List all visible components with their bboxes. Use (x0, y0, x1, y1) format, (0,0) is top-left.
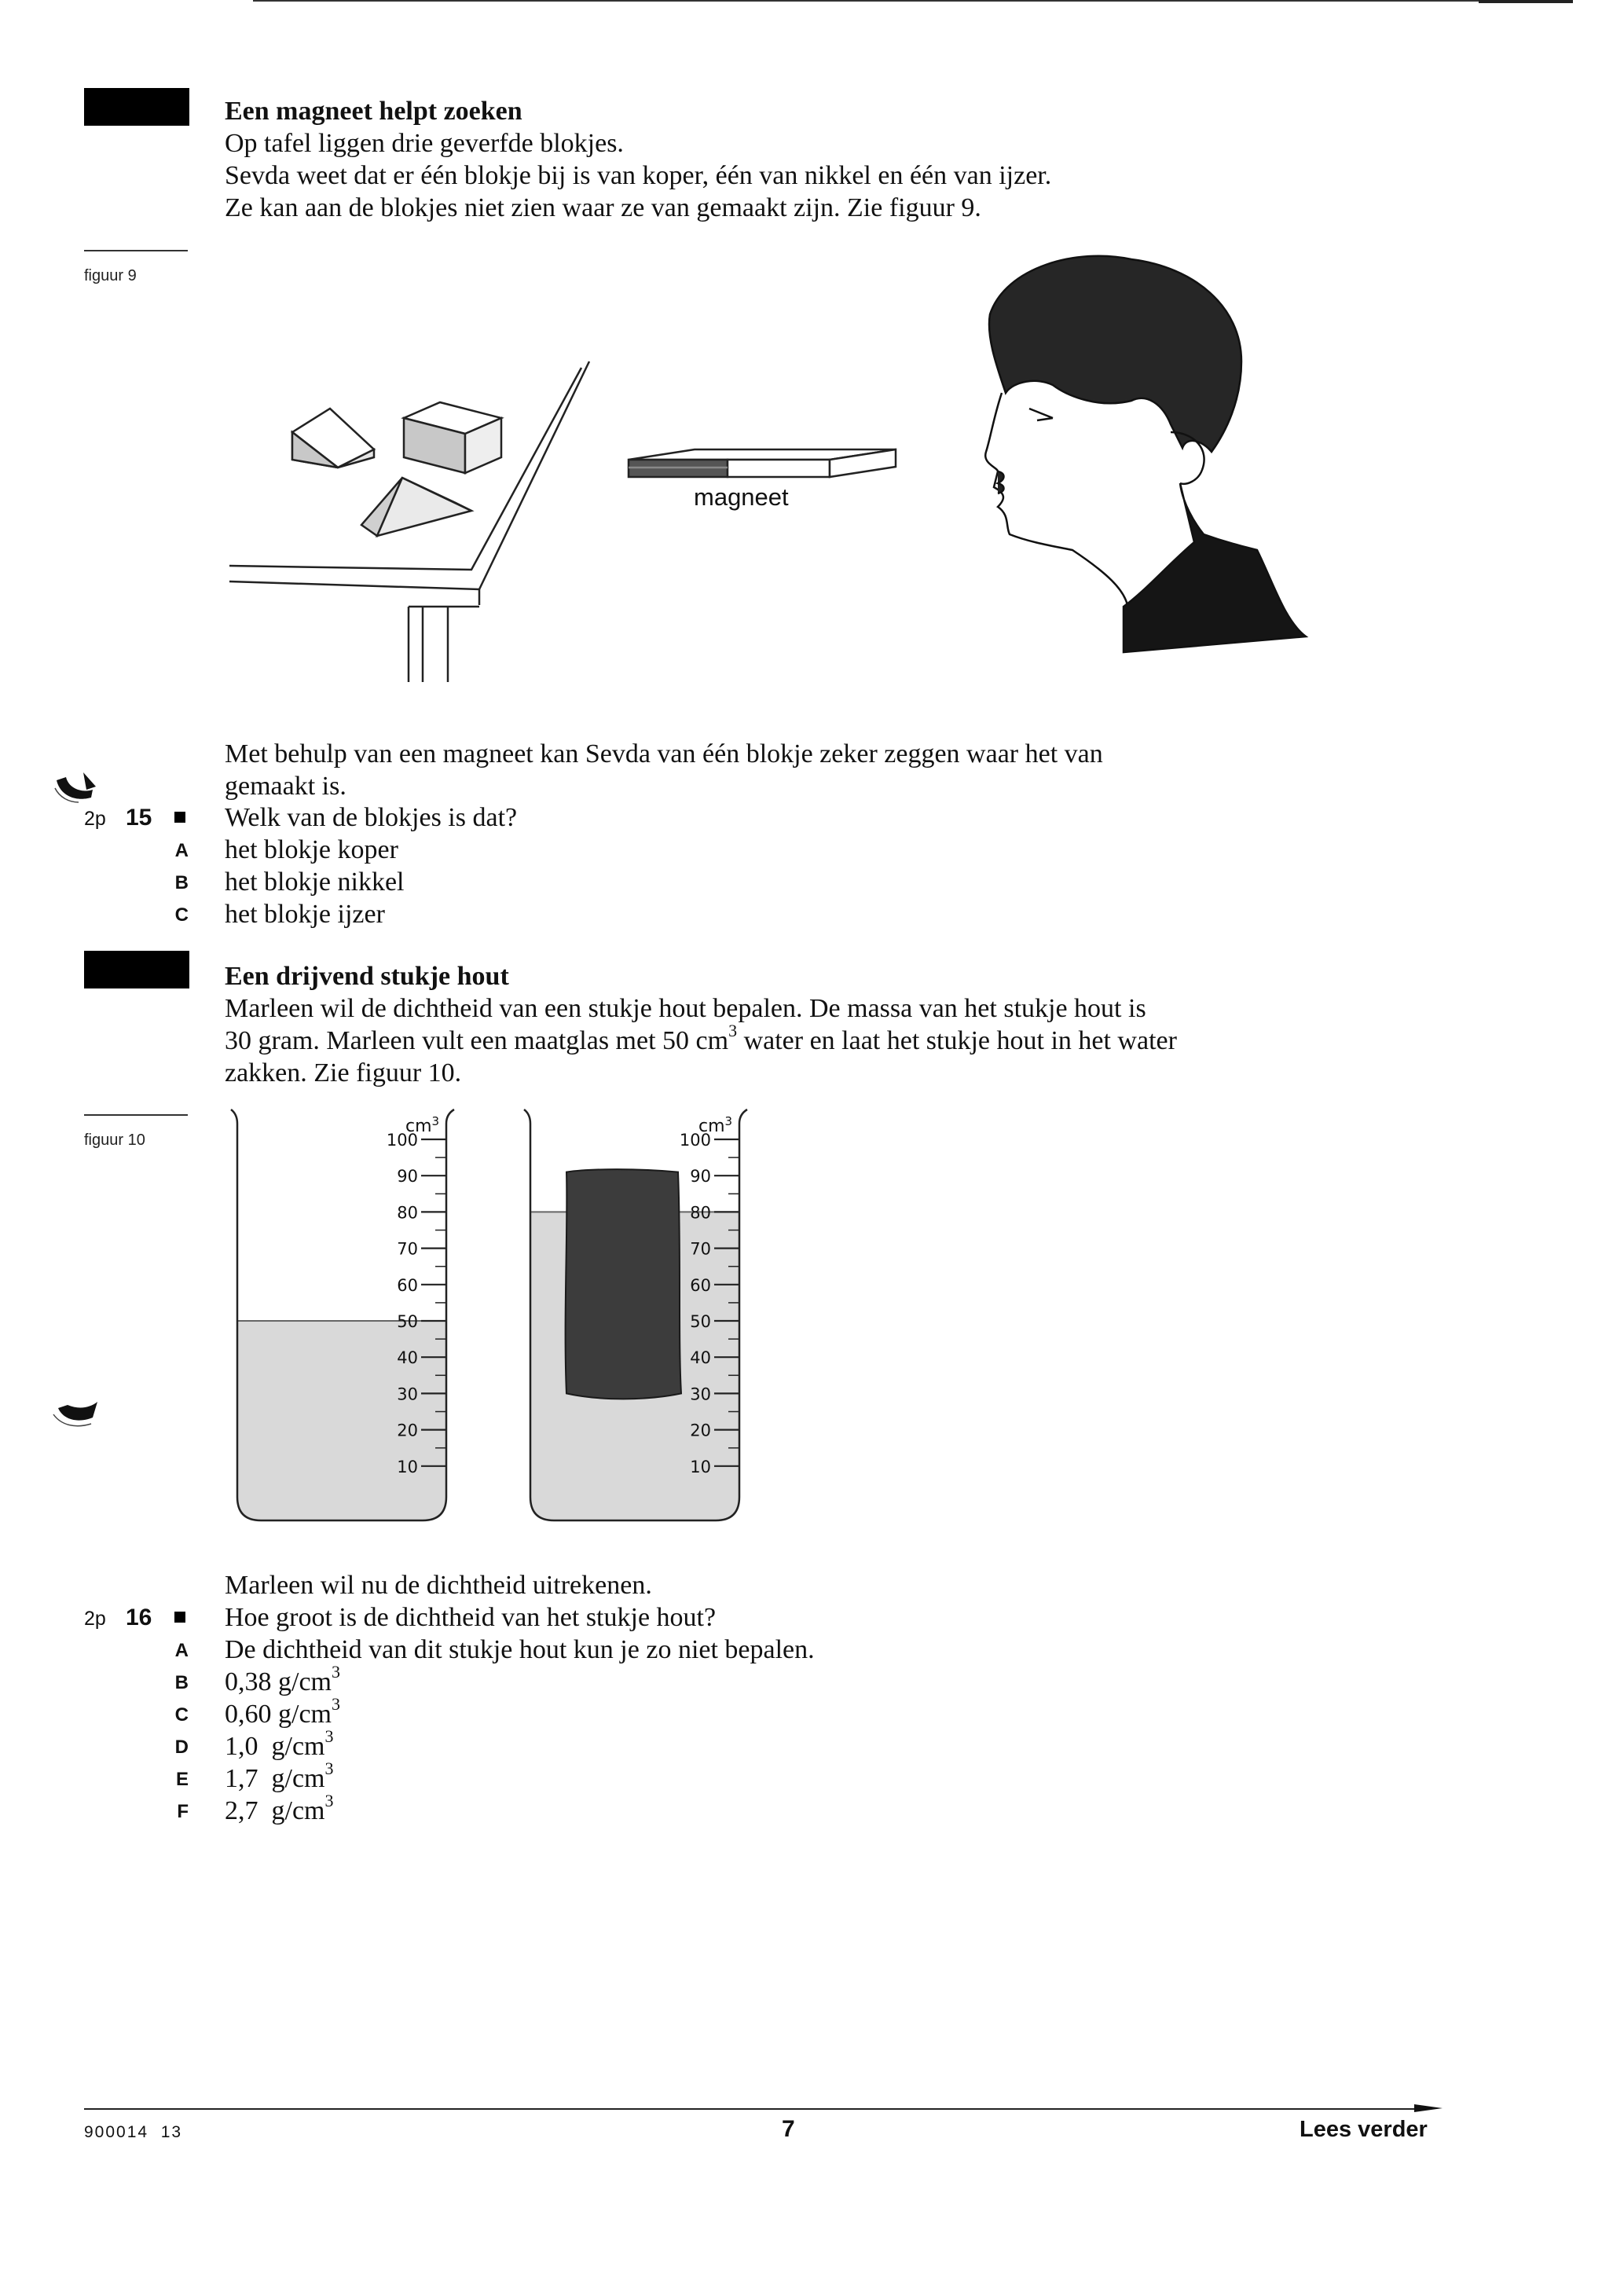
tick-label: 30 (397, 1385, 418, 1404)
section-text-line: Ze kan aan de blokjes niet zien waar ze van gemaakt zijn. Zie figuur 9. (225, 193, 981, 222)
figure-divider (84, 1114, 188, 1116)
question-intro: Met behulp van een magneet kan Sevda van één blokje zeker zeggen waar het van (225, 739, 1103, 768)
tick-label: 20 (690, 1421, 711, 1440)
option-text: het blokje nikkel (225, 867, 405, 897)
page-number: 7 (782, 2116, 795, 2142)
tick-label: 30 (690, 1385, 711, 1404)
tick-label: 10 (397, 1457, 418, 1476)
next-page-label: Lees verder (1300, 2117, 1428, 2142)
section-text-line: Op tafel liggen drie geverfde blokjes. (225, 129, 624, 158)
top-rule-thick (1479, 0, 1573, 3)
tick-label: 70 (690, 1239, 711, 1259)
tick-label: 100 (386, 1131, 418, 1150)
option-value: 0,38 g/cm (225, 1667, 332, 1696)
tick-label: 90 (690, 1167, 711, 1187)
figure-10-cylinders (220, 1108, 770, 1532)
superscript: 3 (331, 1693, 340, 1714)
option-value: 1,0 g/cm (225, 1732, 325, 1761)
option-text (225, 1726, 334, 1762)
figure-9-illustration (220, 244, 1351, 699)
option-text: het blokje koper (225, 835, 398, 864)
tick-label: 60 (690, 1275, 711, 1295)
question-intro: gemaakt is. (225, 772, 346, 801)
question-text: Welk van de blokjes is dat? (225, 803, 518, 832)
question-points: 2p (84, 808, 106, 830)
option-text: De dichtheid van dit stukje hout kun je zo niet bepalen. (225, 1635, 815, 1664)
option-letter: D (174, 1737, 189, 1758)
section-marker (84, 88, 189, 126)
option-letter: A (174, 840, 189, 861)
figure-label: figuur 9 (84, 267, 137, 284)
figure-divider (84, 250, 188, 251)
wooden-block (566, 1169, 681, 1399)
block-pyramid (361, 478, 471, 536)
text-fragment: 30 gram. Marleen vult een maatglas met 50 cm (225, 1026, 729, 1055)
bird-icon (52, 766, 102, 807)
option-text: het blokje ijzer (225, 900, 385, 929)
superscript: 3 (324, 1758, 334, 1778)
superscript: 3 (324, 1790, 334, 1810)
tick-label: 10 (690, 1457, 711, 1476)
block-cuboid (404, 402, 501, 473)
unit-label: $cm^3$ (405, 1114, 440, 1136)
option-letter: C (174, 1704, 189, 1726)
tick-label: 90 (397, 1167, 418, 1187)
tick-label: 60 (397, 1275, 418, 1295)
option-letter: B (174, 1672, 189, 1693)
magnet-label: magneet (694, 483, 789, 511)
tick-label: 80 (690, 1203, 711, 1223)
question-marker (174, 1612, 185, 1627)
section-marker (84, 951, 189, 988)
option-text (225, 1661, 340, 1698)
superscript: 3 (324, 1726, 334, 1746)
superscript: 3 (728, 1020, 738, 1040)
option-text (225, 1693, 340, 1730)
option-text (225, 1758, 334, 1795)
question-text: Hoe groot is de dichtheid van het stukje hout? (225, 1603, 717, 1632)
section-text-line: Sevda weet dat er één blokje bij is van koper, één van nikkel en één van ijzer. (225, 161, 1052, 190)
option-letter: A (174, 1640, 189, 1661)
footer-code: 900014 13 (84, 2123, 183, 2141)
bird-icon (52, 1391, 102, 1430)
option-letter: E (175, 1769, 189, 1790)
question-intro: Marleen wil nu de dichtheid uitrekenen. (225, 1571, 652, 1600)
option-letter: C (174, 904, 189, 926)
tick-label: 40 (397, 1348, 418, 1368)
tick-label: 20 (397, 1421, 418, 1440)
tick-label: 50 (397, 1312, 418, 1331)
option-text (225, 1790, 334, 1827)
figure-label: figuur 10 (84, 1131, 145, 1149)
superscript: 3 (331, 1661, 340, 1682)
tick-label: 40 (690, 1348, 711, 1368)
footer-rule (84, 2108, 1432, 2110)
section-title: Een magneet helpt zoeken (225, 97, 522, 126)
question-marker (174, 812, 185, 827)
unit-label: $cm^3$ (698, 1114, 733, 1136)
text-fragment: water en laat het stukje hout in het water (737, 1026, 1177, 1055)
tick-label: 70 (397, 1239, 418, 1259)
section-text-line: zakken. Zie figuur 10. (225, 1058, 462, 1087)
option-letter: B (174, 872, 189, 893)
block-wedge (292, 409, 374, 468)
person-drawing (985, 256, 1306, 652)
section-text-line: Marleen wil de dichtheid van een stukje hout bepalen. De massa van het stukje hout is (225, 994, 1146, 1023)
option-value: 0,60 g/cm (225, 1700, 332, 1729)
section-title: Een drijvend stukje hout (225, 962, 509, 991)
tick-label: 100 (679, 1131, 711, 1150)
question-number: 15 (126, 805, 152, 831)
question-points: 2p (84, 1608, 106, 1630)
option-letter: F (177, 1801, 189, 1822)
arrow-right-icon (1414, 2100, 1443, 2117)
top-rule (253, 0, 1479, 2)
tick-label: 50 (690, 1312, 711, 1331)
tick-label: 80 (397, 1203, 418, 1223)
option-value: 2,7 g/cm (225, 1796, 325, 1825)
option-value: 1,7 g/cm (225, 1764, 325, 1793)
section-text-line (225, 1020, 1177, 1057)
magnet-drawing (629, 449, 896, 477)
question-number: 16 (126, 1605, 152, 1630)
